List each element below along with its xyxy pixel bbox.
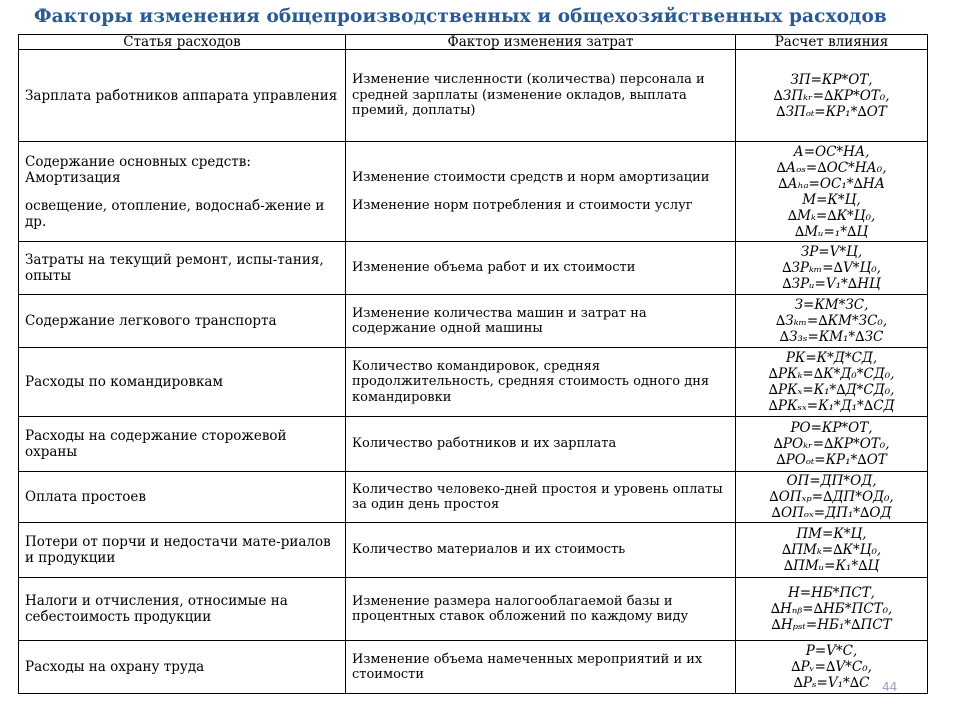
- formula: ∆ЗПₖᵣ=∆КР*ОТ₀,: [773, 87, 890, 104]
- formula: ∆Зₖₘ=∆КМ*ЗС₀,: [775, 313, 888, 329]
- formula: ∆ОПₓₚ=∆ДП*ОД₀,: [769, 489, 894, 505]
- row-formulas: [736, 523, 928, 578]
- row-formulas: [736, 295, 928, 348]
- row-factor: Количество командировок, средняя продолжительность, средняя стоимость одного дня командировки: [346, 348, 736, 417]
- formula: ∆ЗРᵤ=V₁*∆НЦ: [782, 276, 881, 292]
- formula: ∆ПМₖ=∆К*Ц₀,: [781, 542, 882, 558]
- row-formulas: [736, 417, 928, 472]
- row-item-part: Содержание основных средств: Амортизация: [25, 153, 251, 186]
- row-factor-part: Изменение норм потребления и стоимости услуг: [352, 197, 693, 213]
- header-factor: Фактор изменения затрат: [346, 35, 736, 50]
- row-item: Оплата простоев: [19, 472, 346, 523]
- table-row: [19, 348, 928, 417]
- row-factor: Изменение численности (количества) персонала и средней зарплаты (изменение окладов, выплата премий, доплаты): [346, 50, 736, 142]
- row-factor: Изменение объема работ и их стоимости: [346, 242, 736, 295]
- page-number: 44: [882, 680, 898, 694]
- formula: А=ОС*НА,: [793, 143, 870, 160]
- formula: ЗП=КР*ОТ,: [790, 71, 873, 88]
- row-item-part: освещение, отопление, водоснаб-жение и др.: [25, 197, 325, 230]
- row-factor: [346, 142, 736, 242]
- formula: ∆РОₒₜ=КР₁*∆ОТ: [776, 452, 887, 468]
- formula: ∆Нₙᵦ=∆НБ*ПСТ₀,: [770, 601, 893, 617]
- row-factor: Количество материалов и их стоимость: [346, 523, 736, 578]
- row-item: Расходы на содержание сторожевой охраны: [19, 417, 346, 472]
- formula: РО=КР*ОТ,: [790, 420, 873, 436]
- formula: М=К*Ц,: [802, 191, 861, 208]
- formula: ОП=ДП*ОД,: [786, 473, 877, 489]
- row-factor: Изменение количества машин и затрат на содержание одной машины: [346, 295, 736, 348]
- table-row: [19, 242, 928, 295]
- header-calculation: Расчет влияния: [736, 35, 928, 50]
- row-item: Затраты на текущий ремонт, испы-тания, опыты: [19, 242, 346, 295]
- row-formulas: [736, 50, 928, 142]
- row-formulas: [736, 472, 928, 523]
- row-factor: Количество работников и их зарплата: [346, 417, 736, 472]
- row-item: Расходы по командировкам: [19, 348, 346, 417]
- table-row: [19, 142, 928, 242]
- row-formulas: [736, 348, 928, 417]
- row-item: Расходы на охрану труда: [19, 641, 346, 694]
- table-header-row: [19, 35, 928, 50]
- formula: ПМ=К*Ц,: [796, 526, 867, 542]
- formula: ∆Аₒₛ=∆ОС*НА₀,: [776, 159, 887, 176]
- formula: ∆ОПₒₓ=ДП₁*∆ОД: [771, 505, 892, 521]
- formula: ∆Нₚₛₜ=НБ₁*∆ПСТ: [771, 617, 892, 633]
- cost-factors-table: [18, 34, 928, 694]
- formula: ∆З₃ₛ=КМ₁*∆ЗС: [779, 329, 884, 345]
- row-factor-part: Изменение стоимости средств и норм амортизации: [352, 170, 710, 185]
- header-item: Статья расходов: [19, 35, 346, 50]
- row-item: Потери от порчи и недостачи мате-риалов и продукции: [19, 523, 346, 578]
- row-item: Зарплата работников аппарата управления: [19, 50, 346, 142]
- formula: Р=V*С,: [805, 643, 858, 659]
- formula: ЗР=V*Ц,: [800, 244, 863, 260]
- table-row: [19, 641, 928, 694]
- formula: ∆РКₓ=К₁*∆Д*СД₀,: [768, 382, 895, 398]
- formula: ∆РОₖᵣ=∆КР*ОТ₀,: [773, 436, 890, 452]
- table-row: [19, 295, 928, 348]
- formula: ∆РКₖ=∆К*Д₀*СД₀,: [768, 366, 895, 382]
- formula: ∆Рᵥ=∆V*С₀,: [791, 659, 872, 675]
- row-formulas: [736, 641, 928, 694]
- table-row: [19, 50, 928, 142]
- formula: ∆ЗРₖₘ=∆V*Ц₀,: [782, 260, 881, 276]
- row-formulas: [736, 578, 928, 641]
- formula: ∆РКₛₓ=К₁*Д₁*∆СД: [768, 398, 895, 414]
- formula: ∆ЗПₒₜ=КР₁*∆ОТ: [776, 103, 887, 120]
- formula: ∆Рₛ=V₁*∆С: [793, 675, 870, 691]
- row-formulas: [736, 142, 928, 242]
- table-row: [19, 417, 928, 472]
- formula: ∆Аₕₐ=ОС₁*∆НА: [778, 175, 885, 192]
- formula: Н=НБ*ПСТ,: [788, 585, 875, 601]
- row-factor: Изменение размера налогооблагаемой базы и процентных ставок обложений по каждому виду: [346, 578, 736, 641]
- slide-title: Факторы изменения общепроизводственных и общехозяйственных расходов: [34, 6, 887, 27]
- row-item: Налоги и отчисления, относимые на себестоимость продукции: [19, 578, 346, 641]
- formula: РК=К*Д*СД,: [785, 350, 878, 366]
- formula: ∆ПМᵤ=К₁*∆Ц: [783, 558, 880, 574]
- table-row: [19, 523, 928, 578]
- row-item: [19, 142, 346, 242]
- row-formulas: [736, 242, 928, 295]
- row-factor: Изменение объема намеченных мероприятий и их стоимости: [346, 641, 736, 694]
- formula: ∆Мₖ=∆К*Ц₀,: [787, 207, 876, 224]
- table-row: [19, 472, 928, 523]
- formula: ∆Мᵤ=₁*∆Ц: [794, 223, 869, 240]
- table-row: [19, 578, 928, 641]
- formula: З=КМ*ЗС,: [794, 297, 869, 313]
- row-factor: Количество человеко-дней простоя и уровень оплаты за один день простоя: [346, 472, 736, 523]
- row-item: Содержание легкового транспорта: [19, 295, 346, 348]
